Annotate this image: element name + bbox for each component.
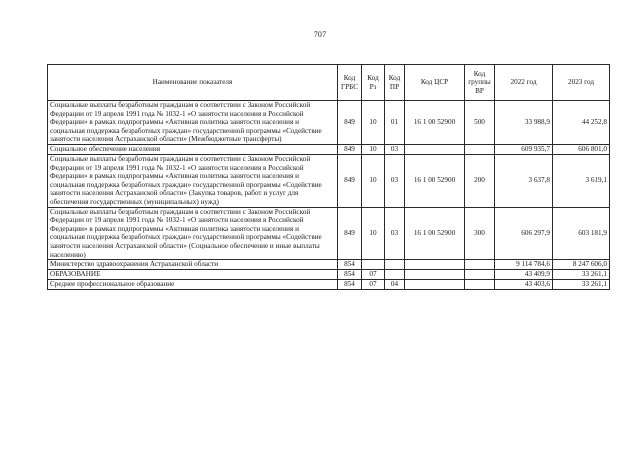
row-2023: 8 247 606,0 — [553, 260, 610, 270]
row-csr — [405, 260, 465, 270]
row-csr: 16 1 00 52900 — [405, 101, 465, 145]
row-rz: 10 — [362, 101, 385, 145]
row-grbs: 849 — [338, 207, 362, 260]
table-row — [48, 260, 610, 270]
row-name: Среднее профессиональное образование — [48, 280, 338, 290]
row-pr — [385, 260, 405, 270]
row-pr — [385, 270, 405, 280]
row-2022: 3 637,8 — [495, 154, 553, 207]
header-csr: Код ЦСР — [405, 65, 465, 101]
row-vr — [465, 260, 495, 270]
row-2023: 606 801,0 — [553, 144, 610, 154]
row-2022: 609 935,7 — [495, 144, 553, 154]
budget-table — [47, 64, 610, 290]
table-row — [48, 280, 610, 290]
row-csr — [405, 144, 465, 154]
row-vr — [465, 144, 495, 154]
row-rz: 07 — [362, 270, 385, 280]
row-name: Социальные выплаты безработным гражданам в соответствии с Законом Российской Федерации от 19 апреля 1991 года № 1032-1 «О занятости населения в Российской Федерации» в рамках подпрограммы «Активная политика занятости населения и социальная поддержка безработных граждан» государственной программы «Содействие занятости населения Астраханской области» (Межбюджетные трансферты) — [48, 101, 338, 145]
row-2023: 44 252,8 — [553, 101, 610, 145]
row-grbs: 854 — [338, 260, 362, 270]
table-row — [48, 154, 610, 207]
row-rz: 07 — [362, 280, 385, 290]
row-2022: 43 403,6 — [495, 280, 553, 290]
row-pr: 03 — [385, 154, 405, 207]
row-2022: 9 114 784,6 — [495, 260, 553, 270]
header-2023: 2023 год — [553, 65, 610, 101]
table-row — [48, 207, 610, 260]
row-rz — [362, 260, 385, 270]
row-2023: 33 261,1 — [553, 270, 610, 280]
row-2023: 603 181,9 — [553, 207, 610, 260]
row-pr: 03 — [385, 144, 405, 154]
row-vr: 500 — [465, 101, 495, 145]
page-number: 707 — [313, 30, 327, 39]
header-2022: 2022 год — [495, 65, 553, 101]
table-row — [48, 270, 610, 280]
row-name: Министерство здравоохранения Астраханской области — [48, 260, 338, 270]
row-grbs: 849 — [338, 144, 362, 154]
row-vr — [465, 270, 495, 280]
row-name: ОБРАЗОВАНИЕ — [48, 270, 338, 280]
row-grbs: 849 — [338, 101, 362, 145]
row-vr: 300 — [465, 207, 495, 260]
row-rz: 10 — [362, 154, 385, 207]
row-pr: 01 — [385, 101, 405, 145]
row-name: Социальные выплаты безработным гражданам в соответствии с Законом Российской Федерации от 19 апреля 1991 года № 1032-1 «О занятости населения в Российской Федерации» в рамках подпрограммы «Активная политика занятости населения и социальная поддержка безработных граждан» государственной программы «Содействие занятости населения Астраханской области» (Социальное обеспечение и иные выплаты населению) — [48, 207, 338, 260]
row-rz: 10 — [362, 144, 385, 154]
header-vr: Код группы ВР — [465, 65, 495, 101]
row-csr: 16 1 00 52900 — [405, 154, 465, 207]
row-vr: 200 — [465, 154, 495, 207]
row-name: Социальное обеспечение населения — [48, 144, 338, 154]
row-csr: 16 1 00 52900 — [405, 207, 465, 260]
header-pr: Код ПР — [385, 65, 405, 101]
table-row — [48, 101, 610, 145]
row-grbs: 854 — [338, 270, 362, 280]
row-pr: 04 — [385, 280, 405, 290]
header-name: Наименование показателя — [48, 65, 338, 101]
row-2023: 3 619,1 — [553, 154, 610, 207]
table-row — [48, 144, 610, 154]
header-row — [48, 65, 610, 101]
row-2022: 33 988,9 — [495, 101, 553, 145]
row-vr — [465, 280, 495, 290]
row-csr — [405, 270, 465, 280]
row-2023: 33 261,1 — [553, 280, 610, 290]
row-2022: 43 409,9 — [495, 270, 553, 280]
row-grbs: 849 — [338, 154, 362, 207]
row-rz: 10 — [362, 207, 385, 260]
header-rz: Код Рз — [362, 65, 385, 101]
row-name: Социальные выплаты безработным гражданам в соответствии с Законом Российской Федерации от 19 апреля 1991 года № 1032-1 «О занятости населения в Российской Федерации» в рамках подпрограммы «Активная политика занятости населения и социальная поддержка безработных граждан» государственной программы «Содействие занятости населения Астраханской области» (Закупка товаров, работ и услуг для обеспечения государственных (муниципальных) нужд) — [48, 154, 338, 207]
row-csr — [405, 280, 465, 290]
row-pr: 03 — [385, 207, 405, 260]
header-grbs: Код ГРБС — [338, 65, 362, 101]
row-2022: 606 297,9 — [495, 207, 553, 260]
row-grbs: 854 — [338, 280, 362, 290]
